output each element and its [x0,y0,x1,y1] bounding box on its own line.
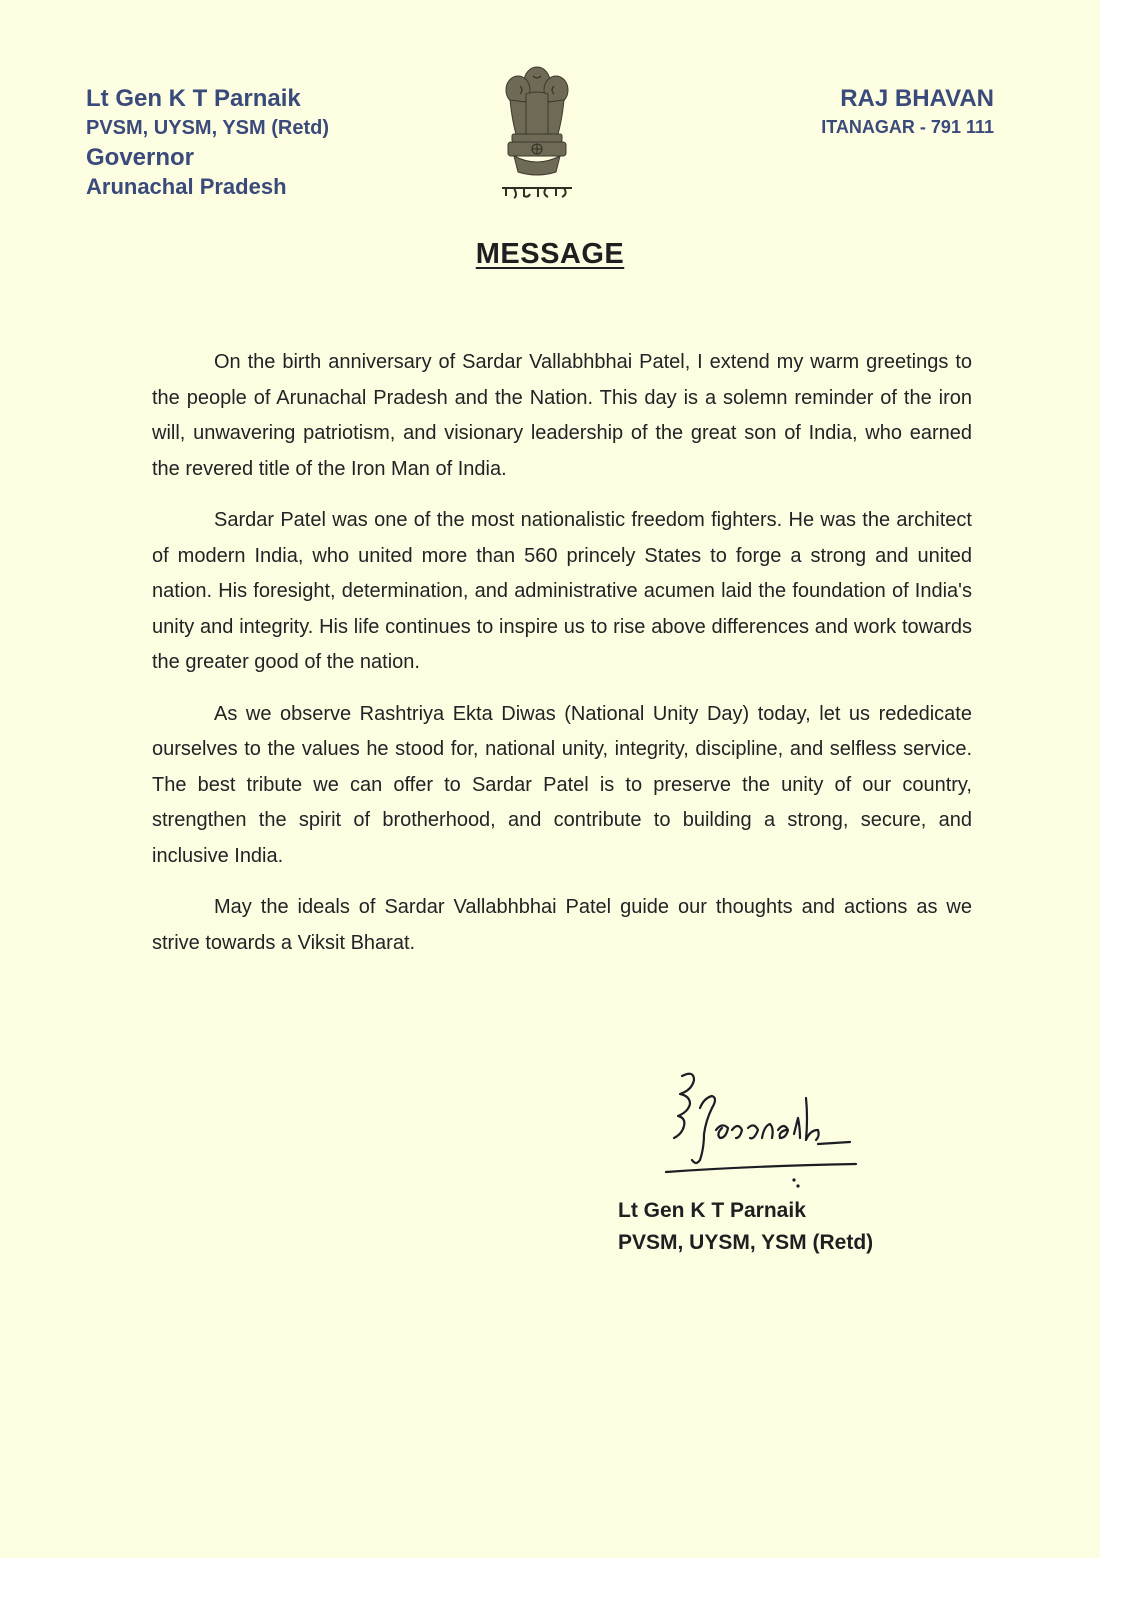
office-name: RAJ BHAVAN [840,85,994,112]
message-body [152,345,972,977]
scan-margin-bottom [0,1558,1122,1600]
national-emblem-icon [494,60,580,202]
signatory-name: Lt Gen K T Parnaik [618,1199,806,1222]
sender-state: Arunachal Pradesh [86,174,287,199]
paragraph: Sardar Patel was one of the most nationalistic freedom fighters. He was the architect of modern India, who united more than 560 princely States to forge a strong and united nation. His foresight, determination, and administrative acumen laid the foundation of India's unity and integrity. His life continues to inspire us to rise above differences and work towards the greater good of the nation. [152,509,972,673]
paragraph: On the birth anniversary of Sardar Vallabhbhai Patel, I extend my warm greetings to the people of Arunachal Pradesh and the Nation. This day is a solemn reminder of the iron will, unwavering patriotism, and visionary leadership of the great son of India, who earned the revered title of the Iron Man of India. [152,351,972,480]
scan-margin-right [1100,0,1122,1600]
signatory-block [618,1195,873,1259]
paragraph: As we observe Rashtriya Ekta Diwas (National Unity Day) today, let us rededicate ourselves to the values he stood for, national unity, integrity, discipline, and selfless service. The best tribute we can offer to Sardar Patel is to preserve the unity of our country, strengthen the spirit of brotherhood, and contribute to building a strong, secure, and inclusive India. [152,702,972,867]
office-address: ITANAGAR - 791 111 [821,117,994,137]
sender-decorations: PVSM, UYSM, YSM (Retd) [86,117,329,139]
handwritten-signature [660,1068,860,1196]
letterhead-right [821,84,994,140]
sender-name: Lt Gen K T Parnaik [86,85,301,112]
signatory-decorations: PVSM, UYSM, YSM (Retd) [618,1231,874,1254]
paragraph: May the ideals of Sardar Vallabhbhai Patel guide our thoughts and actions as we strive towards a Viksit Bharat. [152,896,972,954]
sender-designation: Governor [86,144,195,171]
letterhead-left [86,84,329,201]
page-title [0,238,1100,271]
page-title-text: MESSAGE [475,238,625,270]
